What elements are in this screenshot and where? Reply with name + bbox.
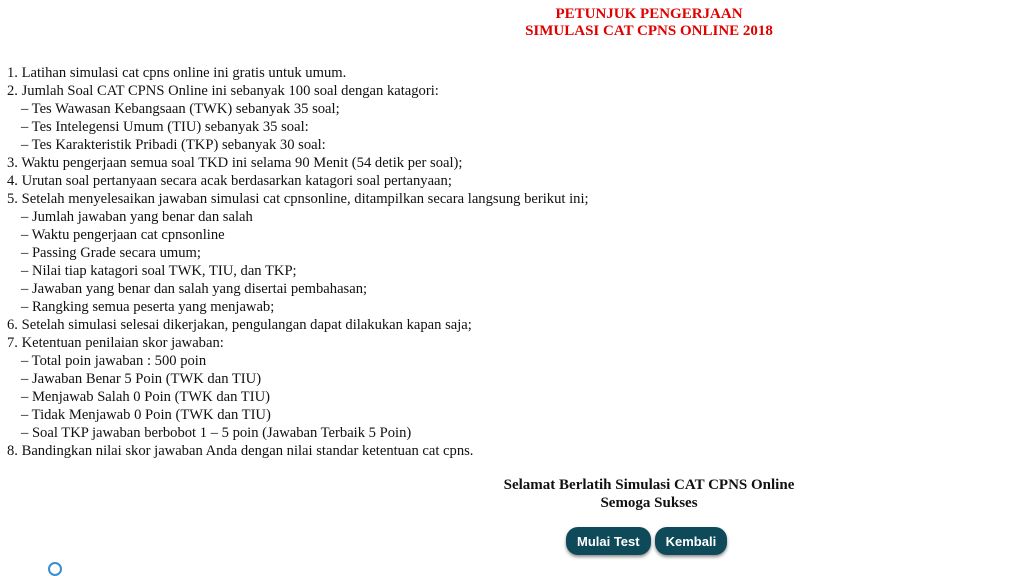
instruction-list	[7, 64, 589, 460]
instruction-subitem: – Total poin jawaban : 500 poin	[21, 353, 207, 369]
instruction-item: 7. Ketentuan penilaian skor jawaban:	[7, 335, 224, 351]
instruction-item: 3. Waktu pengerjaan semua soal TKD ini selama 90 Menit (54 detik per soal);	[7, 155, 463, 171]
instruction-item: 1. Latihan simulasi cat cpns online ini gratis untuk umum.	[7, 65, 347, 81]
greeting-line-1: Selamat Berlatih Simulasi CAT CPNS Online	[503, 477, 795, 493]
action-buttons	[566, 527, 727, 555]
instruction-subitem: – Nilai tiap katagori soal TWK, TIU, dan TKP;	[21, 263, 297, 279]
page-title	[0, 6, 1022, 40]
page-title-line-2: SIMULASI CAT CPNS ONLINE 2018	[525, 23, 773, 39]
instruction-subitem: – Jawaban yang benar dan salah yang disertai pembahasan;	[21, 281, 368, 297]
partial-circle-icon	[48, 562, 62, 576]
instruction-subitem: – Jawaban Benar 5 Poin (TWK dan TIU)	[21, 371, 262, 387]
instruction-item: 8. Bandingkan nilai skor jawaban Anda dengan nilai standar ketentuan cat cpns.	[7, 443, 474, 459]
instruction-item: 2. Jumlah Soal CAT CPNS Online ini sebanyak 100 soal dengan katagori:	[7, 83, 439, 99]
instruction-subitem: – Rangking semua peserta yang menjawab;	[21, 299, 275, 315]
start-test-button[interactable]: Mulai Test	[566, 527, 651, 555]
back-button[interactable]: Kembali	[655, 527, 728, 555]
instruction-subitem: – Tes Wawasan Kebangsaan (TWK) sebanyak 35 soal;	[21, 101, 340, 117]
instruction-item: 4. Urutan soal pertanyaan secara acak berdasarkan katagori soal pertanyaan;	[7, 173, 452, 189]
instruction-subitem: – Tidak Menjawab 0 Poin (TWK dan TIU)	[21, 407, 271, 423]
instruction-subitem: – Menjawab Salah 0 Poin (TWK dan TIU)	[21, 389, 270, 405]
page-title-line-1: PETUNJUK PENGERJAAN	[555, 6, 743, 22]
greeting-line-2: Semoga Sukses	[600, 495, 698, 511]
instruction-subitem: – Waktu pengerjaan cat cpnsonline	[21, 227, 225, 243]
instruction-item: 5. Setelah menyelesaikan jawaban simulasi cat cpnsonline, ditampilkan secara langsung berikut ini;	[7, 191, 589, 207]
instruction-subitem: – Tes Intelegensi Umum (TIU) sebanyak 35 soal:	[21, 119, 309, 135]
instruction-subitem: – Jumlah jawaban yang benar dan salah	[21, 209, 253, 225]
greeting	[490, 476, 808, 512]
instruction-subitem: – Passing Grade secara umum;	[21, 245, 201, 261]
instruction-item: 6. Setelah simulasi selesai dikerjakan, pengulangan dapat dilakukan kapan saja;	[7, 317, 472, 333]
instruction-subitem: – Soal TKP jawaban berbobot 1 – 5 poin (Jawaban Terbaik 5 Poin)	[21, 425, 412, 441]
instruction-subitem: – Tes Karakteristik Pribadi (TKP) sebanyak 30 soal:	[21, 137, 326, 153]
